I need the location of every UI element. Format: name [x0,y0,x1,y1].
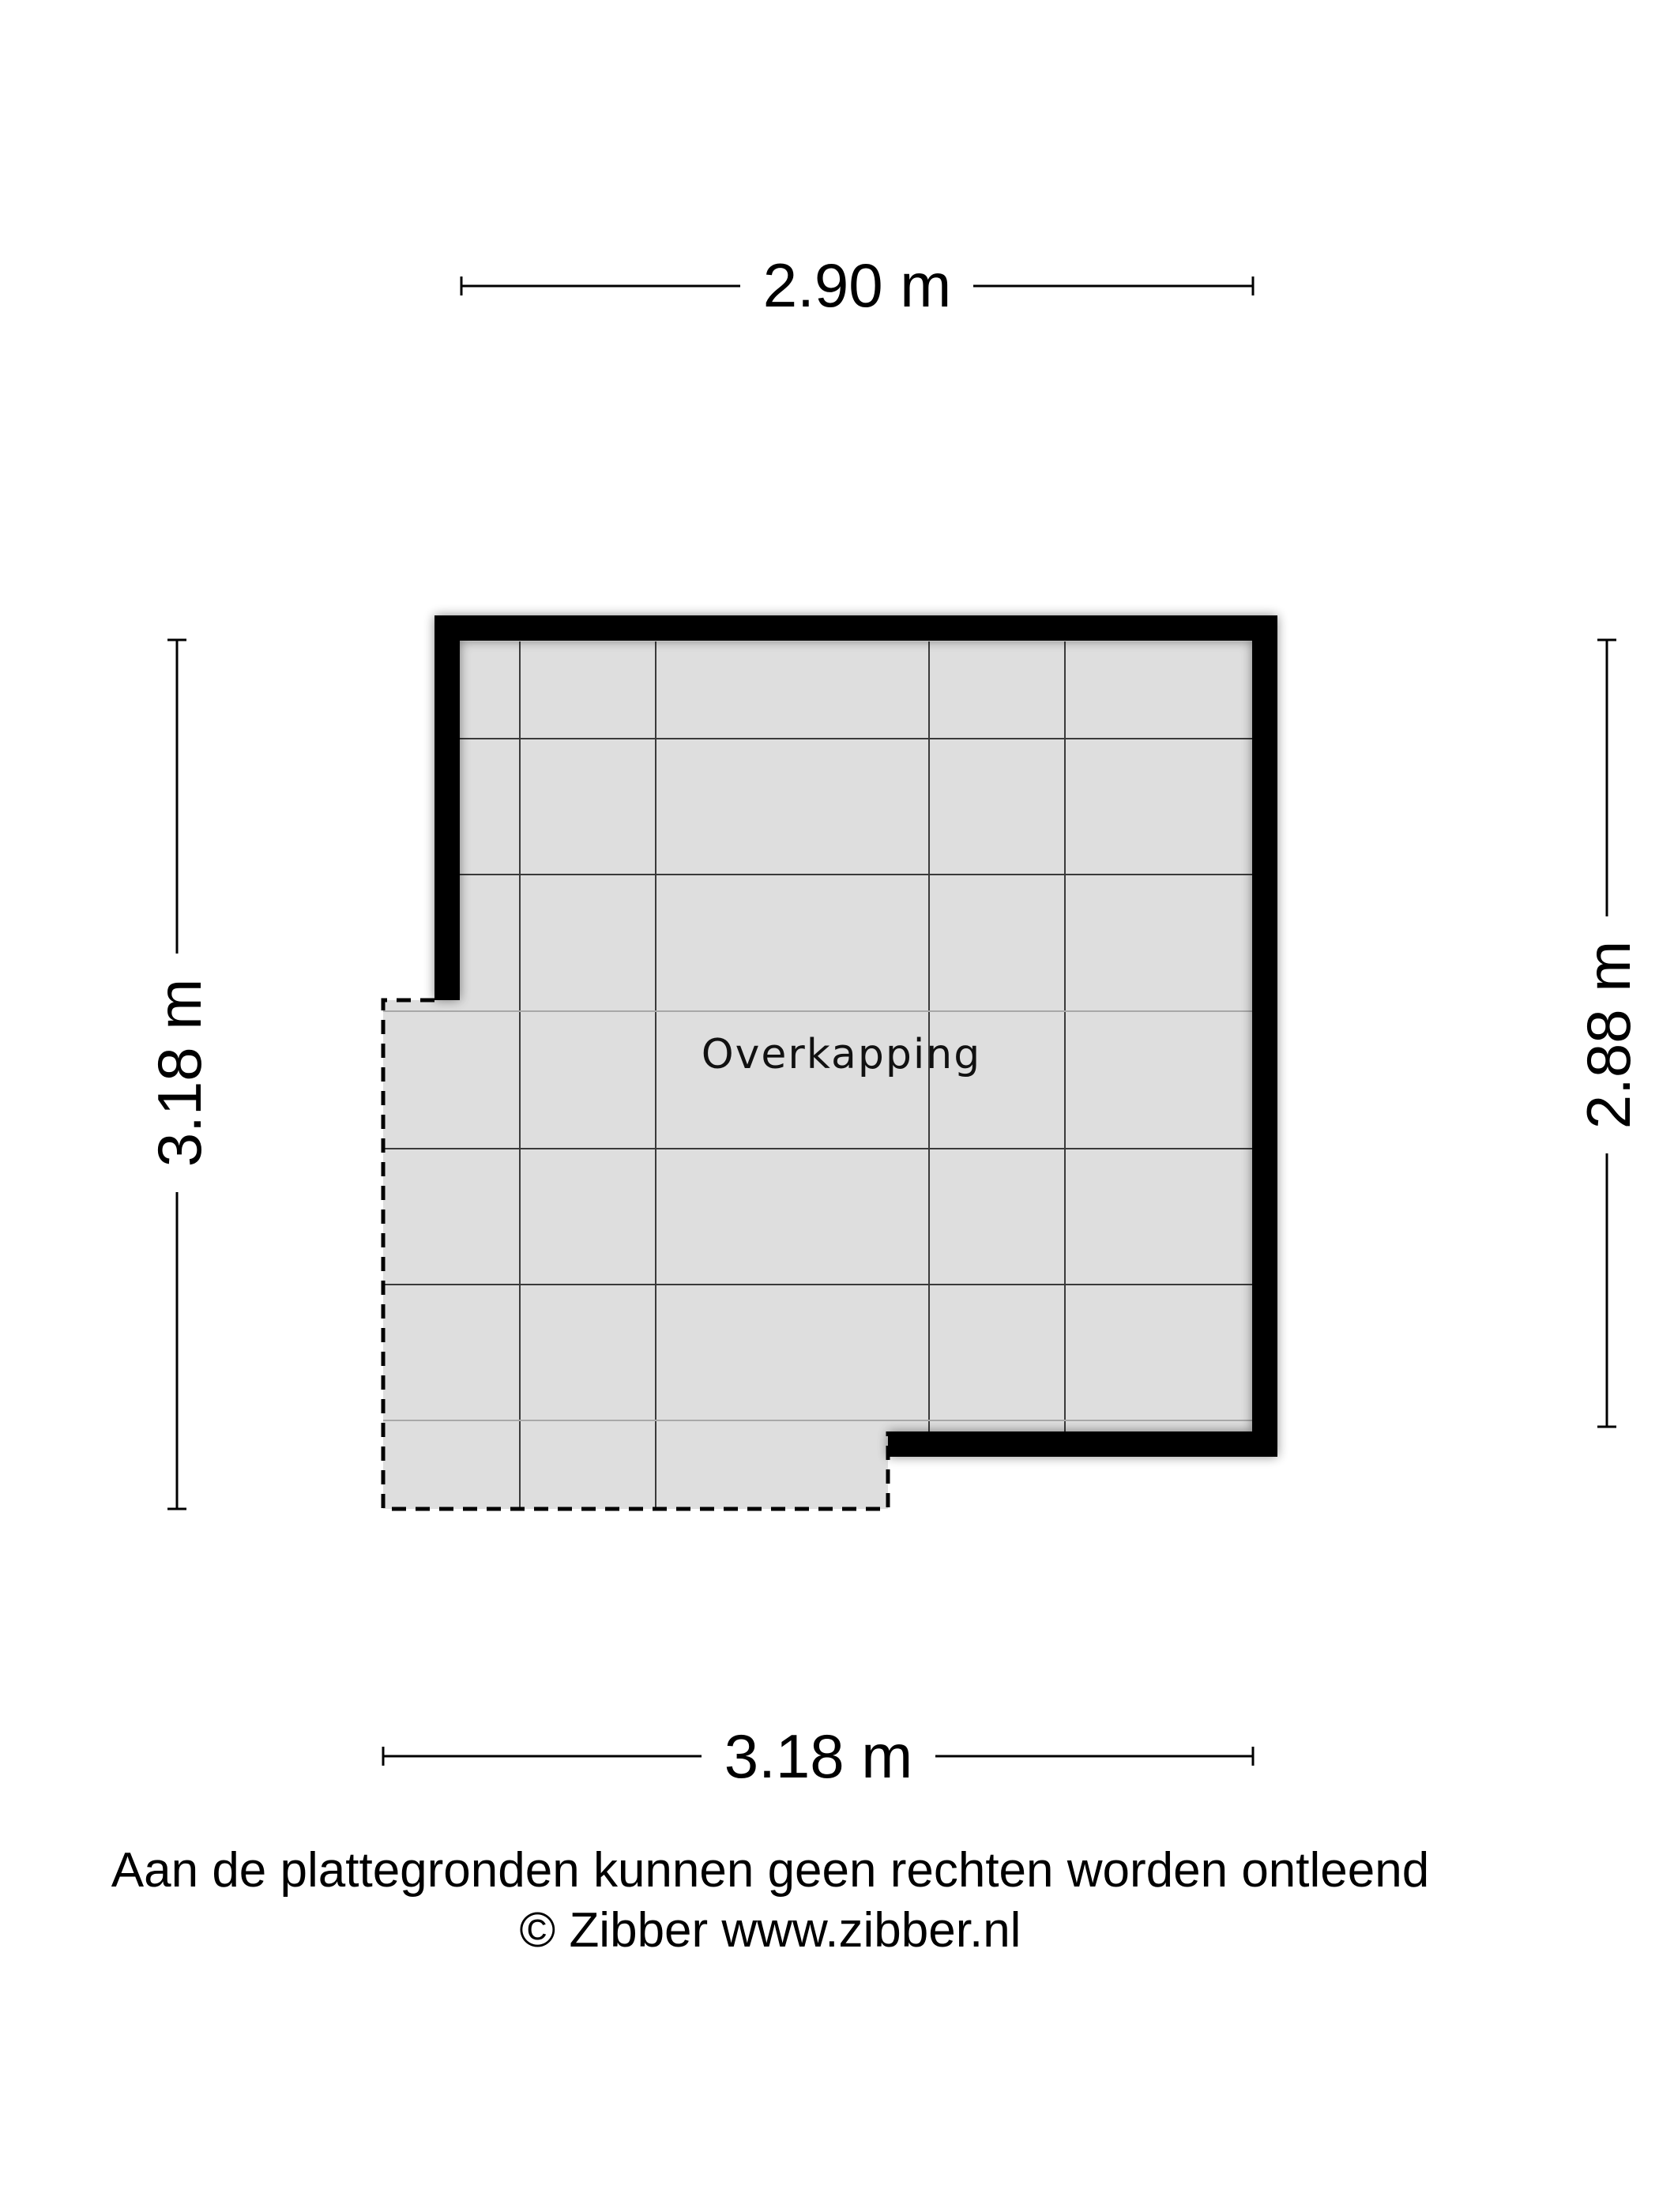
dimension-bottom-label: 3.18 m [724,1721,913,1791]
dimension-top-label: 2.90 m [762,250,952,320]
dimension-left-label: 3.18 m [145,978,214,1168]
copyright-text: © Zibber www.zibber.nl [519,1903,1021,1958]
dimension-right-label: 2.88 m [1574,940,1643,1130]
disclaimer-text: Aan de plattegronden kunnen geen rechten worden ontleend [111,1843,1430,1898]
room-label: Overkapping [701,1031,982,1078]
